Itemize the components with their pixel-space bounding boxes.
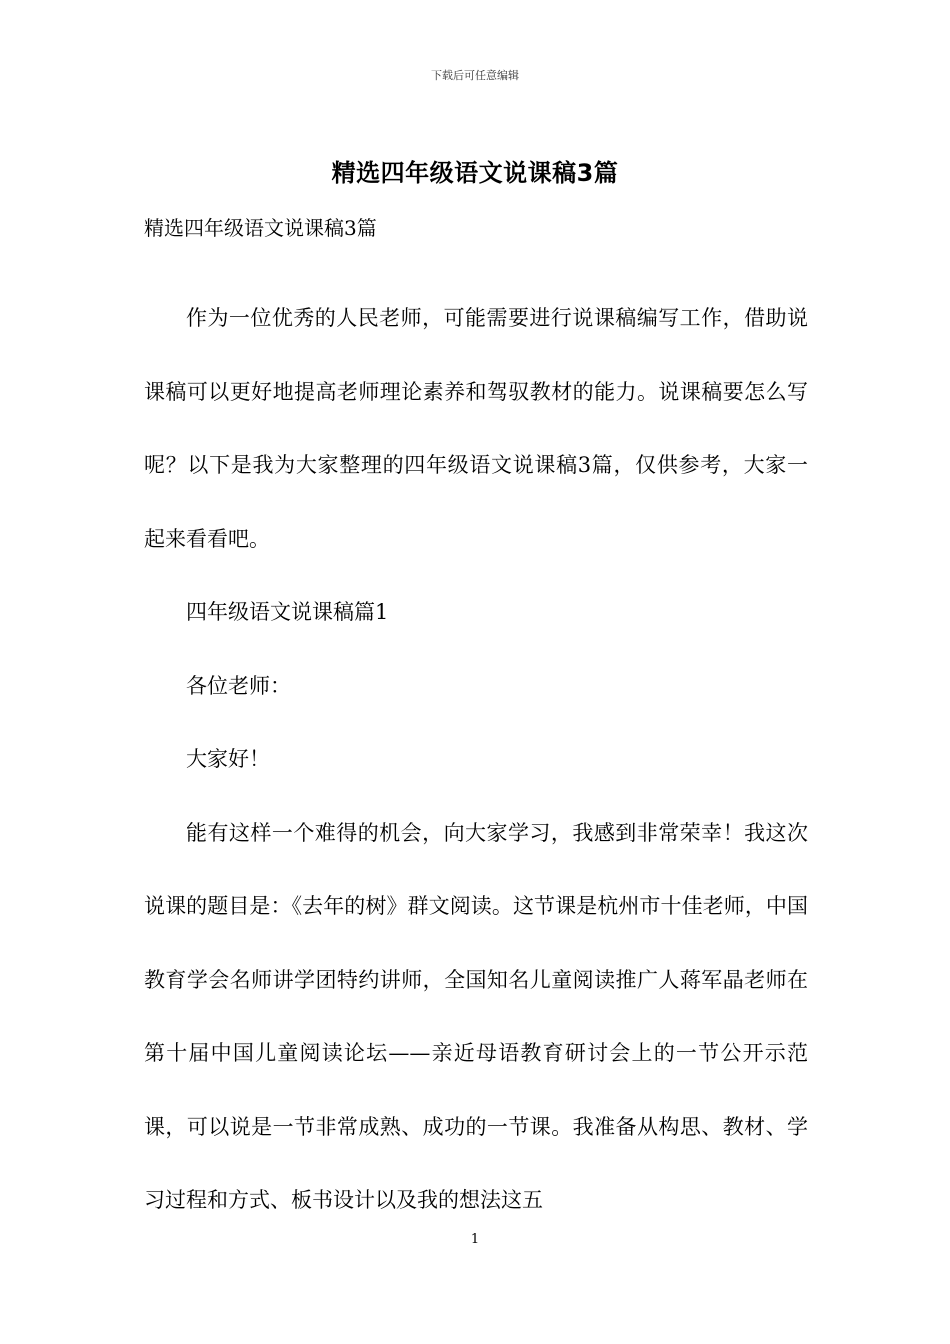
paragraph-greeting: 大家好！ (186, 747, 270, 771)
document-body (144, 282, 808, 1238)
paragraph-intro: 作为一位优秀的人民老师，可能需要进行说课稿编写工作，借助说课稿可以更好地提高老师理论素养和驾驭教材的能力。说课稿要怎么写呢？以下是我为大家整理的四年级语文说课稿3篇，仅供参考，大家一起来看看吧。 (144, 306, 808, 551)
header-note: 下载后可任意编辑 (431, 69, 519, 82)
document-title: 精选四年级语文说课稿3篇 (331, 159, 619, 187)
paragraph-section-heading: 四年级语文说课稿篇1 (186, 600, 389, 624)
page-number: 1 (470, 1232, 480, 1247)
document-subtitle: 精选四年级语文说课稿3篇 (144, 216, 377, 240)
paragraph-main: 能有这样一个难得的机会，向大家学习，我感到非常荣幸！我这次说课的题目是：《去年的树》群文阅读。这节课是杭州市十佳老师，中国教育学会名师讲学团特约讲师，全国知名儿童阅读推广人蒋军晶老师在第十届中国儿童阅读论坛——亲近母语教育研讨会上的一节公开示范课，可以说是一节非常成熟、成功的一节课。我准备从构思、教材、学习过程和方式、板书设计以及我的想法这五 (144, 820, 808, 1212)
paragraph-salutation: 各位老师： (186, 673, 291, 698)
